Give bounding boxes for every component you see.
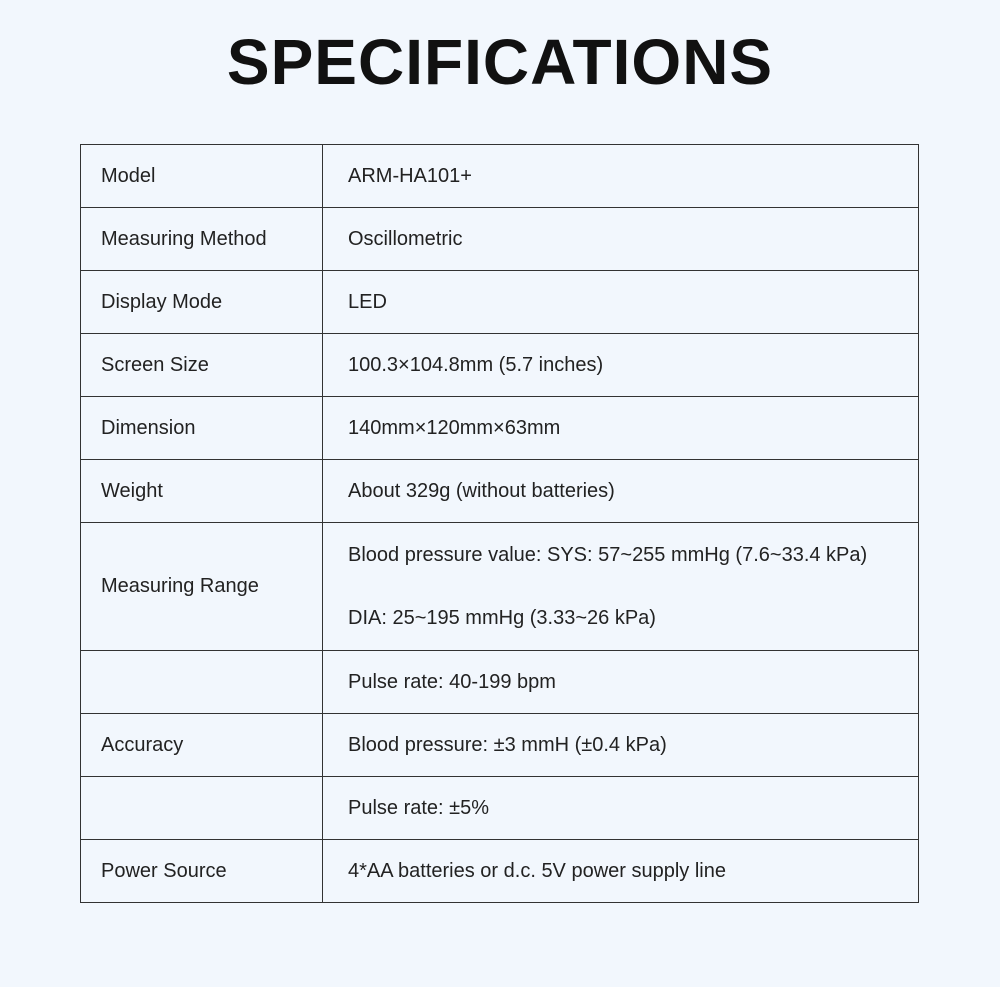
table-row [81,145,919,208]
table-row [81,840,919,903]
spec-label-measuring-range: Measuring Range [81,523,323,651]
measuring-range-line-dia: DIA: 25~195 mmHg (3.33~26 kPa) [348,607,656,629]
spec-label-empty [81,651,323,714]
page-title: SPECIFICATIONS [226,26,774,98]
table-row [81,460,919,523]
spec-value-power-source: 4*AA batteries or d.c. 5V power supply line [323,840,919,903]
spec-label-dimension: Dimension [81,397,323,460]
specifications-table [80,144,919,903]
spec-label-measuring-method: Measuring Method [81,208,323,271]
table-row [81,271,919,334]
table-row [81,714,919,777]
table-row [81,651,919,714]
table-row [81,523,919,651]
spec-value-model: ARM-HA101+ [323,145,919,208]
spec-value-pulse-range: Pulse rate: 40-199 bpm [323,651,919,714]
spec-value-dimension: 140mm×120mm×63mm [323,397,919,460]
table-row [81,777,919,840]
spec-value-screen-size: 100.3×104.8mm (5.7 inches) [323,334,919,397]
measuring-range-line-bp: Blood pressure value: SYS: 57~255 mmHg (7.6~33.4 kPa) [348,544,868,566]
spec-value-weight: About 329g (without batteries) [323,460,919,523]
spec-label-model: Model [81,145,323,208]
spec-value-measuring-method: Oscillometric [323,208,919,271]
spec-label-accuracy: Accuracy [81,714,323,777]
spec-value-display-mode: LED [323,271,919,334]
spec-label-empty [81,777,323,840]
table-row [81,208,919,271]
spec-label-display-mode: Display Mode [81,271,323,334]
spec-label-power-source: Power Source [81,840,323,903]
table-row [81,397,919,460]
spec-label-weight: Weight [81,460,323,523]
spec-value-accuracy-pulse: Pulse rate: ±5% [323,777,919,840]
table-row [81,334,919,397]
spec-value-accuracy-bp: Blood pressure: ±3 mmH (±0.4 kPa) [323,714,919,777]
spec-value-measuring-range [323,523,919,651]
spec-label-screen-size: Screen Size [81,334,323,397]
